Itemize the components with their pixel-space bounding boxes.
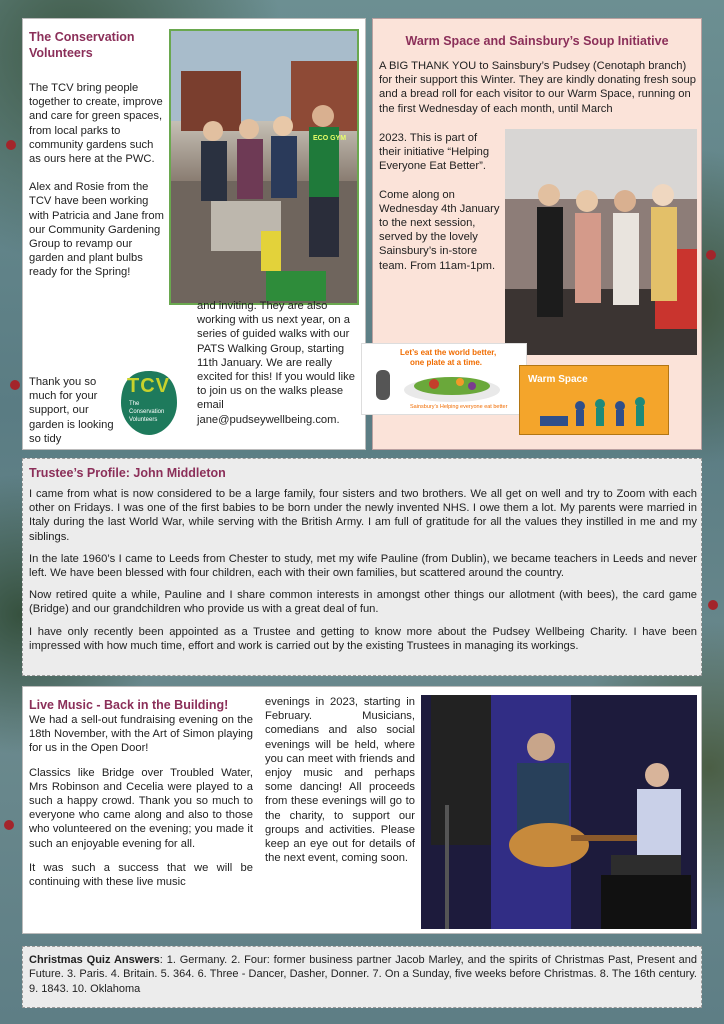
banner-footer: Sainsbury’s Helping everyone eat better [410,404,508,410]
live-music-paragraph: We had a sell-out fundraising evening on the 18th November, with the Art of Simon playing for us in the Open Door! [29,714,253,755]
tcv-column-a-end: Thank you so much for your support, our garden is looking so tidy [29,376,114,445]
warm-space-banner [519,365,669,435]
tcv-logo-sub3: Volunteers [129,417,158,423]
warm-space-column-b [379,131,501,287]
live-music-column-b: evenings in 2023, starting in February. Musicians, comedians and also social evenings will be held, where you can meet with friends and enjoy music and perhaps some dancing! All proceeds from these evenings will go to the charity, to support our groups and activities. Please keep an eye out for details of the next event, coming soon. [265,696,415,865]
tcv-column-a [29,81,167,294]
tcv-logo-sub1: The [129,401,140,407]
tcv-garden-photo [169,29,359,305]
background-berry [4,820,14,830]
quiz-answers-panel [22,946,702,1008]
trustee-body [29,487,697,661]
quiz-label: Christmas Quiz Answers [29,954,160,966]
sainsburys-team-photo [505,129,697,355]
trustee-title: Trustee’s Profile: John Middleton [29,466,226,480]
live-music-panel [22,686,702,934]
live-music-column-a [29,713,253,903]
tcv-panel [22,18,366,450]
tcv-logo [119,369,179,437]
background-berry [708,600,718,610]
tcv-paragraph: Alex and Rosie from the TCV have been working with Patricia and Jane from our Community Gardening Group to revamp our garden and plant bulbs ready for the Spring! [29,181,164,279]
tcv-logo-text: TCV [127,375,170,397]
tcv-column-b: and inviting. They are also working with us next year, on a series of guided walks with our PATS Walking Group, starting 11th January. We are really excited for this! If you would like to join us on the walks please email jane@pudseywellbeing.com. [197,300,355,426]
tcv-paragraph: The TCV bring people together to create, improve and care for green spaces, from local parks to community gardens such as ours here at the PWC. [29,82,163,166]
background-berry [706,250,716,260]
background-berry [6,140,16,150]
trustee-paragraph: In the late 1960’s I came to Leeds from Chester to study, met my wife Pauline (from Dublin), we became teachers in Leeds and never left. We have been blessed with four children, each with their own families, but scattered around the country. [29,552,697,580]
sainsburys-banner [361,343,527,415]
banner-line1: Let’s eat the world better, [400,348,497,357]
tcv-logo-sub2: Conservation [129,409,165,415]
quiz-answers: : 1. Germany. 2. Four: former business partner Jacob Marley, and the spirits of Christmas Past, Present and Future. 3. Paris. 4. Britain. 5. 364. 6. Three - Dancer, Dasher, Donner. 7. On a Sunday, five weeks before Christmas. 8. The 16th century. 9. 1843. 10. Oklahoma [29,954,698,995]
warm-space-banner-illustration [520,366,670,436]
live-music-title: Live Music - Back in the Building! [29,698,229,712]
warm-space-title: Warm Space and Sainsbury’s Soup Initiative [405,34,669,48]
trustee-paragraph: Now retired quite a while, Pauline and I share common interests in amongst other things our allotment (with bees), the card game (Bridge) and our grandchildren who provide us with a great deal of fun. [29,589,697,616]
warm-space-intro: A BIG THANK YOU to Sainsbury’s Pudsey (Cenotaph branch) for their support this Winter. They are kindly donating fresh soup and a bread roll for each visitor to our Warm Space, running on the first Wednesday of each month, until March [379,60,696,115]
banner-line2: one plate at a time. [410,358,483,367]
warm-space-panel [372,18,702,450]
quiz-answers-text [29,953,697,996]
warm-space-paragraph: Come along on Wednesday 4th January to the next session, served by the lovely Sainsbury’s in-store team. From 11am-1pm. [379,188,500,272]
tcv-photo-illustration [171,31,359,305]
warm-space-banner-text: Warm Space [528,374,588,385]
live-music-photo [421,695,697,929]
trustee-paragraph: I have only recently been appointed as a Trustee and getting to know more about the Pudsey Wellbeing Charity. I have been impressed with how much time, effort and work is carried out by the existing Trustees in managing its workings. [29,625,697,652]
warm-space-paragraph: 2023. This is part of their initiative “Helping Everyone Eat Better”. [379,132,490,173]
tcv-title: The Conservation Volunteers [29,30,135,60]
live-music-paragraph: It was such a success that we will be continuing with these live music [29,861,253,889]
background-berry [10,380,20,390]
trustee-profile-panel [22,458,702,676]
music-photo-illustration [421,695,697,929]
live-music-paragraph: Classics like Bridge over Troubled Water, Mrs Robinson and Cecelia were played to a such a happy crowd. Thank you so much to everyone who came along and also to those who volunteered on the evening; you made it such an enjoyable evening for all. [29,766,253,850]
trustee-paragraph: I came from what is now considered to be a large family, four sisters and two brothers. We all get on well and try to Zoom with each other on Fridays. I was one of the first babies to be born under the newly invented NHS. I owe them a lot. My parents were married in Italy during the last World War, while serving with the British Army. I am full of gratitude for all the values they instilled in me and my siblings. [29,488,697,543]
team-photo-illustration [505,129,697,355]
tcv-photo-badge: ECO GYM [313,135,347,142]
